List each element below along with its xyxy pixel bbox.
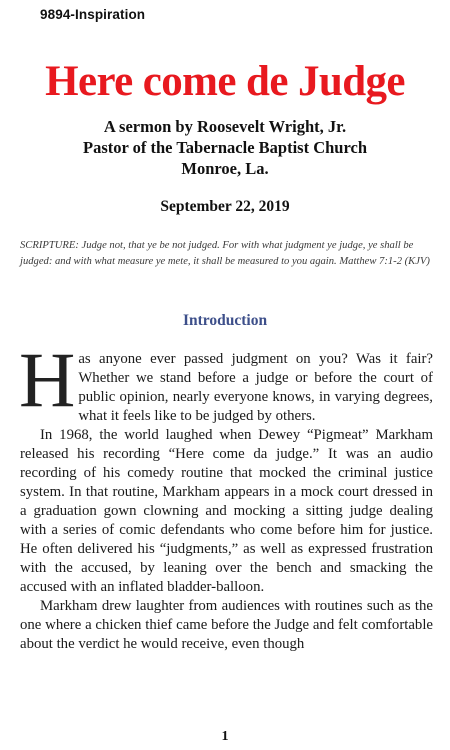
paragraph bbox=[19, 336, 433, 426]
byline-church: Pastor of the Tabernacle Baptist Church bbox=[82, 138, 368, 157]
section-heading: Introduction bbox=[182, 312, 268, 329]
page-number: 1 bbox=[221, 729, 229, 744]
scripture-passage: SCRIPTURE: Judge not, that ye be not judged. For with what judgment ye judge, ye shall be judged: and with what measure ye mete, it shall be measured to you again. Matthew 7:1-2 (KJV) bbox=[20, 240, 430, 267]
paragraph-text: as anyone ever passed judgment on you? Was it fair? Whether we stand before a judge or before the court of public opinion, nearly everyone knows, in varying degrees, what it feels like to be judged by others. bbox=[78, 351, 433, 424]
byline-location: Monroe, La. bbox=[181, 159, 269, 178]
body-text bbox=[19, 336, 433, 654]
byline-author: A sermon by Roosevelt Wright, Jr. bbox=[103, 117, 347, 136]
running-header: 9894-Inspiration bbox=[40, 7, 146, 22]
drop-cap: H bbox=[19, 336, 76, 423]
sermon-date: September 22, 2019 bbox=[160, 198, 290, 215]
paragraph: Markham drew laughter from audiences with routines such as the one where a chicken thief came before the Judge and felt comfortable about the verdict he would receive, even though bbox=[20, 598, 433, 652]
paragraph: In 1968, the world laughed when Dewey “Pigmeat” Markham released his recording “Here come da judge.” It was an audio recording of his comedy routine that mocked the criminal justice system. In that routine, Markham appears in a mock court dressed in a graduation gown clowning and mocking a sitting judge dealing with a series of comic defendants who come before him for justice. He often delivered his “judgments,” as well as expressed frustration with the accused, by leaning over the bench and smacking the accused with an inflated bladder-balloon. bbox=[20, 427, 433, 595]
sermon-title: Here come de Judge bbox=[45, 58, 405, 105]
